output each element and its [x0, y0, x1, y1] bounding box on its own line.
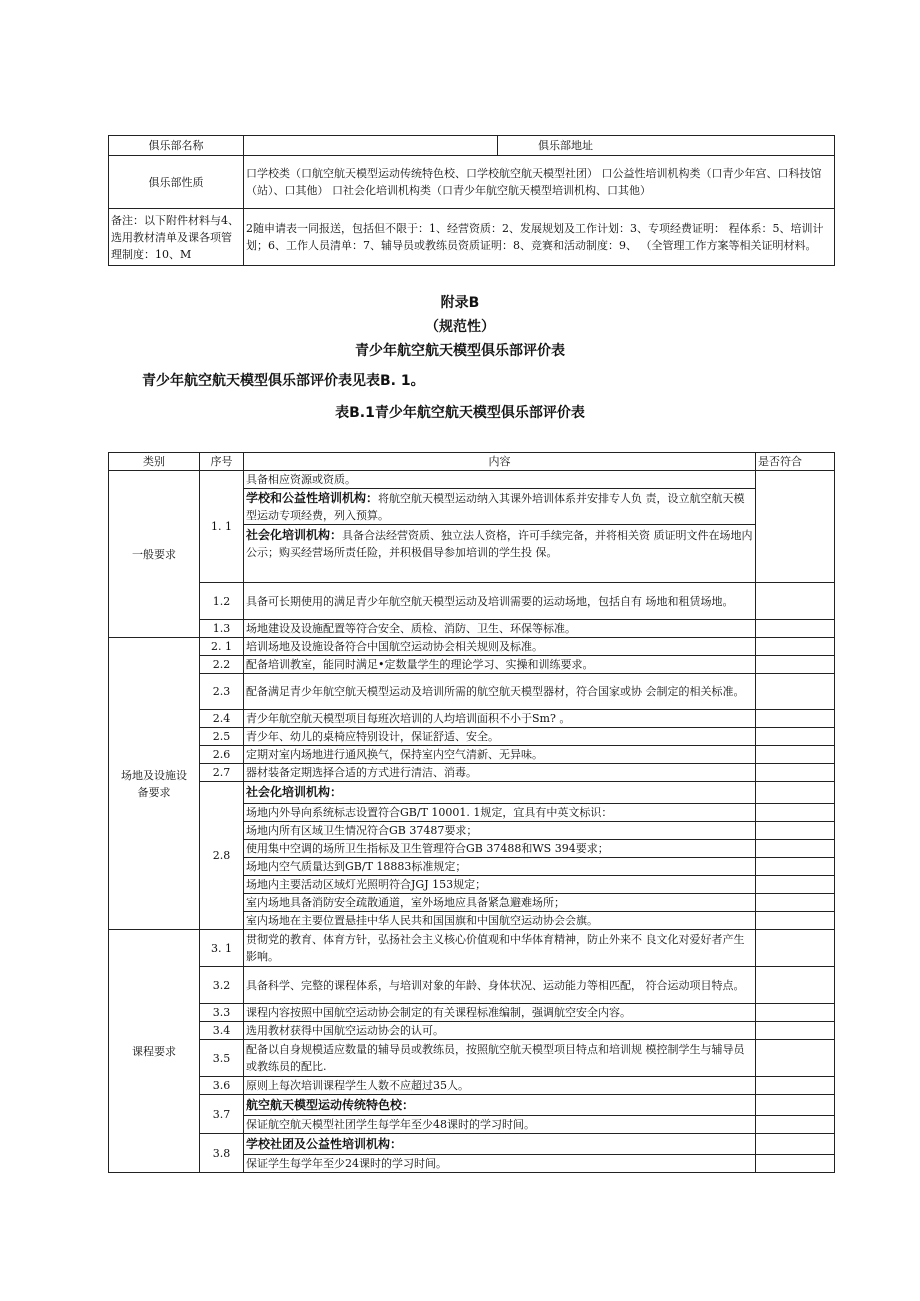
row-content: 配备满足青少年航空航天模型运动及培训所需的航空航天模型器材，符合国家或协 会制定的相关标准。	[244, 674, 756, 710]
table-caption: 表B.1青少年航空航天模型俱乐部评价表	[335, 405, 585, 421]
header-category: 类别	[109, 453, 200, 471]
row-content: 具备相应资源或资质。	[244, 471, 756, 489]
row-content: 场地内外导向系统标志设置符合GB/T 10001. 1规定，宜具有中英文标识：	[244, 804, 756, 822]
conform-cell	[756, 1040, 835, 1077]
row-content	[244, 489, 756, 525]
row-content: 场地建设及设施配置等符合安全、质检、消防、卫生、环保等标准。	[244, 620, 756, 638]
club-address-label: 俱乐部地址	[498, 136, 835, 156]
row-number: 3. 1	[200, 930, 244, 967]
conform-cell	[756, 764, 835, 782]
row-number: 3.2	[200, 967, 244, 1004]
club-name-value	[244, 136, 498, 156]
category-general: 一般要求	[109, 471, 200, 638]
row-content: 配备以自身规模适应数量的辅导员或教练员，按照航空航天模型项目特点和培训规 模控制学生与辅导员或教练员的配比.	[244, 1040, 756, 1077]
club-nature-options: 口学校类（口航空航天模型运动传统特色校、口学校航空航天模型社团） 口公益性培训机构类（口青少年宫、口科技馆（站）、口其他） 口社会化培训机构类（口青少年航空航天模型培训机构、口其他）	[244, 156, 835, 209]
header-conform: 是否符合	[756, 453, 835, 471]
row-number: 3.5	[200, 1040, 244, 1077]
appendix-title: 青少年航空航天模型俱乐部评价表	[355, 343, 565, 359]
row-content: 具备可长期使用的满足青少年航空航天模型运动及培训需要的运动场地，包括自有 场地和租赁场地。	[244, 583, 756, 620]
row-content-heading: 学校社团及公益性培训机构：	[244, 1134, 756, 1155]
conform-cell	[756, 894, 835, 912]
conform-cell	[756, 1022, 835, 1040]
club-name-label: 俱乐部名称	[109, 136, 244, 156]
row-content: 室内场地具备消防安全疏散通道，室外场地应具备紧急避难场所；	[244, 894, 756, 912]
conform-cell	[756, 1077, 835, 1095]
row-content: 定期对室内场地进行通风换气，保持室内空气清新、无异味。	[244, 746, 756, 764]
conform-cell	[756, 840, 835, 858]
row-number: 2.4	[200, 710, 244, 728]
conform-cell	[756, 1134, 835, 1155]
conform-cell	[756, 858, 835, 876]
row-content: 场地内所有区域卫生情况符合GB 37487要求；	[244, 822, 756, 840]
conform-cell	[756, 638, 835, 656]
intro-text: 青少年航空航天模型俱乐部评价表见表B. 1。	[142, 373, 425, 389]
row-content: 贯彻党的教育、体育方针，弘扬社会主义核心价值观和中华体育精神，防止外来不 良文化对爱好者产生影响。	[244, 930, 756, 967]
row-content: 使用集中空调的场所卫生指标及卫生管理符合GB 37488和WS 394要求；	[244, 840, 756, 858]
row-number: 2.3	[200, 674, 244, 710]
conform-cell	[756, 1095, 835, 1116]
row-content-heading: 学校和公益性培训机构：	[246, 490, 379, 505]
row-number: 3.8	[200, 1134, 244, 1173]
conform-cell	[756, 804, 835, 822]
club-info-table	[108, 135, 835, 266]
remark-label: 备注：以下附件材料与4、选用教材清单及课各项管理制度：10、M	[109, 209, 244, 266]
conform-cell	[756, 471, 835, 583]
conform-cell	[756, 620, 835, 638]
row-content: 场地内空气质量达到GB/T 18883标准规定；	[244, 858, 756, 876]
row-number: 1.2	[200, 583, 244, 620]
conform-cell	[756, 967, 835, 1004]
row-content: 培训场地及设施设备符合中国航空运动协会相关规则及标准。	[244, 638, 756, 656]
conform-cell	[756, 1004, 835, 1022]
row-content: 室内场地在主要位置悬挂中华人民共和国国旗和中国航空运动协会会旗。	[244, 912, 756, 930]
row-content: 青少年、幼儿的桌椅应特别设计，保证舒适、安全。	[244, 728, 756, 746]
row-content-heading: 社会化培训机构：	[244, 782, 756, 804]
category-venue: 场地及设施设备要求	[109, 638, 200, 930]
conform-cell	[756, 782, 835, 804]
row-number: 3.7	[200, 1095, 244, 1134]
row-number: 2.7	[200, 764, 244, 782]
conform-cell	[756, 822, 835, 840]
conform-cell	[756, 674, 835, 710]
row-number: 3.6	[200, 1077, 244, 1095]
category-course: 课程要求	[109, 930, 200, 1173]
row-number: 3.4	[200, 1022, 244, 1040]
row-content-text: 将航空航天模型运动纳入其课外培训体系并安排专人负 责，设立航空航天模型运动专项经费，列入预算。	[246, 491, 745, 522]
row-content: 原则上每次培训课程学生人数不应超过35人。	[244, 1077, 756, 1095]
row-number: 3.3	[200, 1004, 244, 1022]
conform-cell	[756, 912, 835, 930]
row-content: 青少年航空航天模型项目每班次培训的人均培训面积不小于Sm? 。	[244, 710, 756, 728]
conform-cell	[756, 930, 835, 967]
row-content-heading: 社会化培训机构：	[246, 528, 343, 542]
row-number: 1. 1	[200, 471, 244, 583]
header-content: 内容	[244, 453, 756, 471]
conform-cell	[756, 656, 835, 674]
row-number: 2.5	[200, 728, 244, 746]
row-content: 具备科学、完整的课程体系，与培训对象的年龄、身体状况、运动能力等相匹配， 符合运动项目特点。	[244, 967, 756, 1004]
row-content: 场地内主要活动区域灯光照明符合JGJ 153规定；	[244, 876, 756, 894]
row-number: 2. 1	[200, 638, 244, 656]
row-content: 配备培训教室，能同时满足•定数量学生的理论学习、实操和训练要求。	[244, 656, 756, 674]
row-number: 2.8	[200, 782, 244, 930]
normative-label: （规范性）	[425, 319, 495, 335]
conform-cell	[756, 1116, 835, 1134]
row-number: 1.3	[200, 620, 244, 638]
row-content: 课程内容按照中国航空运动协会制定的有关课程标准编制，强调航空安全内容。	[244, 1004, 756, 1022]
row-content	[244, 525, 756, 583]
conform-cell	[756, 710, 835, 728]
conform-cell	[756, 728, 835, 746]
row-content: 保证学生每学年至少24课时的学习时间。	[244, 1155, 756, 1173]
conform-cell	[756, 876, 835, 894]
row-content-text: 具备合法经营资质、独立法人资格，许可手续完备，并将相关资 质证明文件在场地内公示；购买经营场所责任险，并积极倡导参加培训的学生投 保。	[246, 529, 753, 559]
row-number: 2.6	[200, 746, 244, 764]
evaluation-table	[108, 452, 835, 1173]
club-nature-label: 俱乐部性质	[109, 156, 244, 209]
header-no: 序号	[200, 453, 244, 471]
conform-cell	[756, 1155, 835, 1173]
row-content: 器材装备定期选择合适的方式进行清洁、消毒。	[244, 764, 756, 782]
row-content-heading: 航空航天模型运动传统特色校：	[244, 1095, 756, 1116]
conform-cell	[756, 583, 835, 620]
remark-text: 2随申请表一同报送，包括但不限于：1、经营资质：2、发展规划及工作计划：3、专项经费证明： 程体系：5、培训计划；6、工作人员清单：7、辅导员或教练员资质证明：8、竞赛和活动制度：9、 （全管理工作方案等相关证明材料。	[244, 209, 835, 266]
row-content: 选用教材获得中国航空运动协会的认可。	[244, 1022, 756, 1040]
conform-cell	[756, 746, 835, 764]
appendix-heading: 附录B	[440, 295, 480, 311]
row-content: 保证航空航天模型社团学生每学年至少48课时的学习时间。	[244, 1116, 756, 1134]
row-number: 2.2	[200, 656, 244, 674]
